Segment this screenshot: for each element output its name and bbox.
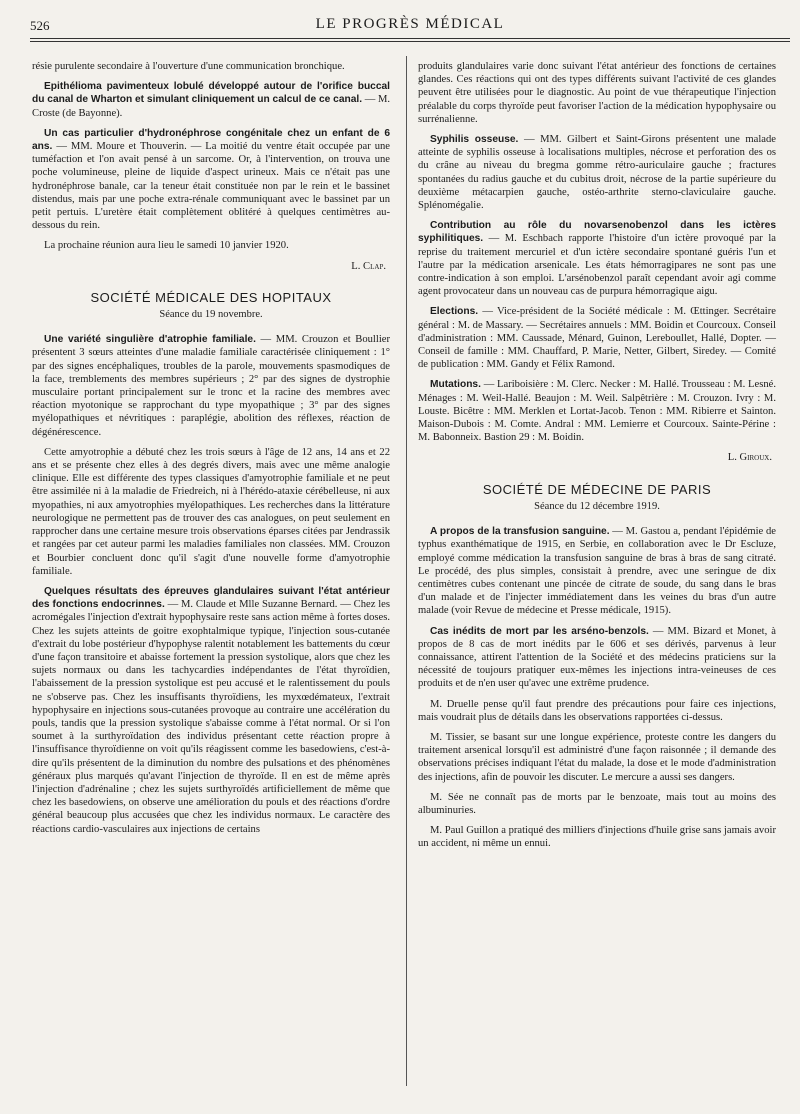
- paragraph-lead: Un cas particulier d'hydronéphrose congénitale chez un enfant de 6 ans.: [32, 127, 390, 153]
- paragraph: M. Druelle pense qu'il faut prendre des précautions pour faire ces injections, mais voudrait plus de détails dans les observations rapportées ci-dessus.: [418, 698, 776, 723]
- paragraph-lead: Quelques résultats des épreuves glandulaires suivant l'état antérieur des fonctions endocrinnes.: [32, 585, 390, 611]
- paragraph-body: — MM. Moure et Thouverin. — La moitié du ventre était occupée par une tuméfaction et l'on avait pensé à un sarcome. Or, à l'intervention, on trouva une poche volumineuse, pleine de liquide d'aspect urineux. Mais ce n'était pas une hydronéphrose banale, car la teneur était constituée non par le rein et le bassinet distendus, mais par une poche extra-rénale communiquant avec le bassinet par un petit pertuis. L'uretère était complètement oblitéré à quelques centimètres au-dessous du rein.: [32, 141, 391, 232]
- section-date: Séance du 12 décembre 1919.: [534, 500, 660, 512]
- section-date: Séance du 19 novembre.: [159, 309, 263, 321]
- paragraph: M. Tissier, se basant sur une longue expérience, proteste contre les dangers du traitement arsenical lorsqu'il est administré d'une façon raisonnée ; il demande des observations précises indiquant l'état du malade, la dose et le mode d'administration des injections, afin de pouvoir les discuter. Le mercure a aussi ses dangers.: [418, 731, 776, 783]
- header-rule-double: [30, 41, 790, 42]
- paragraph-lead: Elections.: [430, 306, 479, 318]
- paragraph: résie purulente secondaire à l'ouverture d'une communication bronchique.: [32, 61, 345, 72]
- paragraph: [418, 219, 776, 298]
- paragraph: [418, 378, 776, 444]
- paragraph-lead: Epithélioma pavimenteux lobulé développé autour de l'orifice buccal du canal de Wharton et simulant cliniquement un calcul de ce canal.: [32, 81, 390, 106]
- section-title: SOCIÉTÉ DE MÉDECINE DE PARIS: [482, 481, 712, 497]
- paragraph-body: — M. Croste (de Bayonne).: [32, 94, 391, 119]
- column-divider: [406, 56, 407, 1086]
- paragraph-body: — M. Gastou a, pendant l'épidémie de typhus exanthématique de 1915, en Serbie, en collaboration avec le Dr Escluze, employé comme médication la transfusion sanguine de bras à bras de sang citraté. Le procédé, des plus simples, consistait à prendre, avec une seringue de dix centimètres cubes contenant une pincée de citrate de soude, du sang dans le bras d'un malade et de l'injecter immédiatement dans les veines du bras d'un autre malade (voir Revue de médecine et Presse médicale, 1915).: [418, 526, 776, 617]
- page-header: [30, 14, 790, 36]
- page-number: 526: [30, 18, 50, 33]
- paragraph: [32, 333, 390, 439]
- paragraph: M. Paul Guillon a pratiqué des milliers d'injections d'huile grise sans jamais avoir un accident, ni même un ennui.: [418, 825, 776, 850]
- paragraph-body: — MM. Gilbert et Saint-Girons présentent une malade atteinte de syphilis osseuse à localisations multiples, nécrose et perforation des os du crâne au niveau du bregma gomme rétro-auriculaire gauche ; fractures spontanées du radius gauche et du cubitus droit, nécrose de la partie supérieure du deuxième métacarpien gauche, ostéo-arthrite sterno-claviculaire gauche. Splénomégalie.: [418, 134, 776, 212]
- paragraph: [418, 133, 776, 212]
- paragraph-lead: Mutations.: [430, 379, 481, 391]
- paragraph: produits glandulaires varie donc suivant l'état antérieur des fonctions de certaines glandes. Ces réactions qui ont des types différents suivant l'activité de ces glandes peuvent être utilisées pour le diagnostic. Au point de vue thérapeutique l'injection préalable du corps thyroïde peut favoriser l'action de la médication hypophysaire ou surrénalienne.: [418, 61, 776, 125]
- right-column: [418, 60, 776, 858]
- left-column: [32, 60, 390, 843]
- paragraph-lead: Cas inédits de mort par les arséno-benzols.: [430, 625, 649, 637]
- paragraph-body: — M. Eschbach rapporte l'histoire d'un ictère provoqué par la reprise du traitement mercuriel et d'un ictère secondaire spontané guéris l'un et l'autre par la médication arsenicale. Les états hémorragipares ne sont pas une contre-indication à son emploi. L'arsénobenzol paraît cependant avoir agi comme agent provocateur dans un nouveau cas de purpura hémorragique aigu.: [418, 233, 776, 298]
- paragraph: La prochaine réunion aura lieu le samedi 10 janvier 1920.: [44, 240, 289, 252]
- paragraph: [32, 127, 390, 233]
- paragraph: [418, 305, 776, 371]
- paragraph-body: — Lariboisière : M. Clerc. Necker : M. Hallé. Trousseau : M. Lesné. Ménages : M. Weil-Hallé. Beaujon : M. Weil. Salpêtrière : M. Crouzon. Ivry : M. Louste. Bicêtre : MM. Merklen et Lortat-Jacob. Tenon : MM. Ribierre et Sainton. Maison-Dubois : M. Comte. Andral : MM. Lemierre et Courcoux. Sainte-Périne : M. Babonneix. Bastion 29 : M. Boidin.: [418, 379, 776, 444]
- paragraph-lead: Contribution au rôle du novarsenobenzol dans les ictères syphilitiques.: [418, 220, 776, 245]
- signature: L. Clap.: [351, 260, 386, 272]
- paragraph-lead: Une variété singulière d'atrophie familiale.: [44, 334, 256, 346]
- paragraph-body: — Vice-président de la Société médicale : M. Œttinger. Secrétaire général : M. de Massary. — Secrétaires annuels : MM. Boidin et Courcoux. Conseil d'administration : MM. Caussade, Ménard, Guinon, Lereboullet, Hallé, Dopter. — Conseil de famille : MM. Chauffard, P. Marie, Netter, Gilbert, Siredey. — Comité de publication : MM. Gandy et Félix Ramond.: [418, 306, 776, 371]
- paragraph: Cette amyotrophie a débuté chez les trois sœurs à l'âge de 12 ans, 14 ans et 22 ans et se présente chez elles à des degrés divers, mais avec une même analogie clinique. Elle est différente des types classiques d'amyotrophie familiale et ne peut être assimilée ni à la maladie de Friedreich, ni à l'hérédo-ataxie cérébelleuse, ni aux myopathies, ni aux amyotrophies myélopathiques. Les recherches dans la littérature neurologique ne permettent pas de trouver des cas analogues, on peut seulement en rapprocher dans une certaine mesure trois observations éparses citées par Jendrassik et rangées par cet auteur parmi les maladies familiales non classées. MM. Crouzon et Bourbier concluent donc qu'il s'agit d'une nouvelle forme d'amyotrophie familiale.: [32, 446, 390, 577]
- paragraph-body: — MM. Bizard et Monet, à propos de 8 cas de mort inédits par le 606 et ses dérivés, parvenus à leur connaissance, attirent l'attention de la Société et des médecins praticiens sur la nécessité de toujours pratiquer eux-mêmes les injections intra-veineuses de ces produits et de n'en user qu'avec une extrême prudence.: [418, 625, 776, 690]
- signature: L. Giroux.: [727, 452, 772, 464]
- paragraph-body: — M. Claude et Mlle Suzanne Bernard. — Chez les acromégales l'injection d'extrait hypophysaire reste sans action même à fortes doses. Chez les sujets atteints de goitre exophtalmique typique, l'injection sous-cutanée d'extrait du lobe postérieur d'hypophyse ralentit notablement les battements du cœur d'une façon transitoire et abaisse fortement la pression systolique, alors que chez les sujets normaux ou dans les tachycardies indépendantes de l'état thyroïdien, l'abaissement de la pression systolique est peu accusé et le ralentissement du pouls ne s'observe pas. Chez les insuffisants thyroïdiens, les myxœdémateux, l'extrait hypophysaire en injections sous-cutanées provoque au contraire une accélération du pouls, tandis que la pression systolique s'abaisse comme à l'état normal. Or si l'on soumet à la surthyroïdation des individus présentant cette réaction propre à l'insuffisance thyroïdienne on voit qu'ils réagissent comme les basedowiens, c'est-à-dire qu'ils présentent de la diminution du nombre des pulsations et des phénomènes généraux plus marqués qu'avant l'injection de thyroïde. Il en est de même après l'injection d'adrénaline ; chez les sujets surthyroïdés artificiellement de même que chez les basedowiens, on observe une amélioration du pouls et des réactions d'ordre général beaucoup plus accusées que chez les individus normaux. Le caractère des réactions cardio-vasculaires aux injections de certains: [32, 599, 390, 835]
- header-rule: [30, 38, 790, 39]
- paragraph: [418, 525, 776, 617]
- paragraph: [32, 80, 390, 120]
- paragraph-lead: Syphilis osseuse.: [430, 134, 519, 146]
- journal-title: LE PROGRÈS MÉDICAL: [315, 16, 505, 32]
- paragraph: [418, 625, 776, 691]
- paragraph: [32, 585, 390, 836]
- section-title: SOCIÉTÉ MÉDICALE DES HOPITAUX: [90, 289, 332, 305]
- paragraph: M. Sée ne connaît pas de morts par le benzoate, mais tout au moins des albuminuries.: [418, 791, 776, 816]
- paragraph-lead: A propos de la transfusion sanguine.: [430, 526, 610, 538]
- paragraph-body: — MM. Crouzon et Boullier présentent 3 sœurs atteintes d'une maladie familiale caractérisée cliniquement : 1° par des signes encéphaliques, troubles de la parole, mouvements spasmodiques de la face, tremblements des membres supérieurs ; 2° par des signes de dystrophie musculaire portant principalement sur le tronc et la racine des membres avec réaction myotonique se rapprochant du type myopathique ; 3° par des signes myélopathiques et névritiques : paraplégie, abolition des réflexes, réaction de dégénérescence.: [32, 334, 390, 438]
